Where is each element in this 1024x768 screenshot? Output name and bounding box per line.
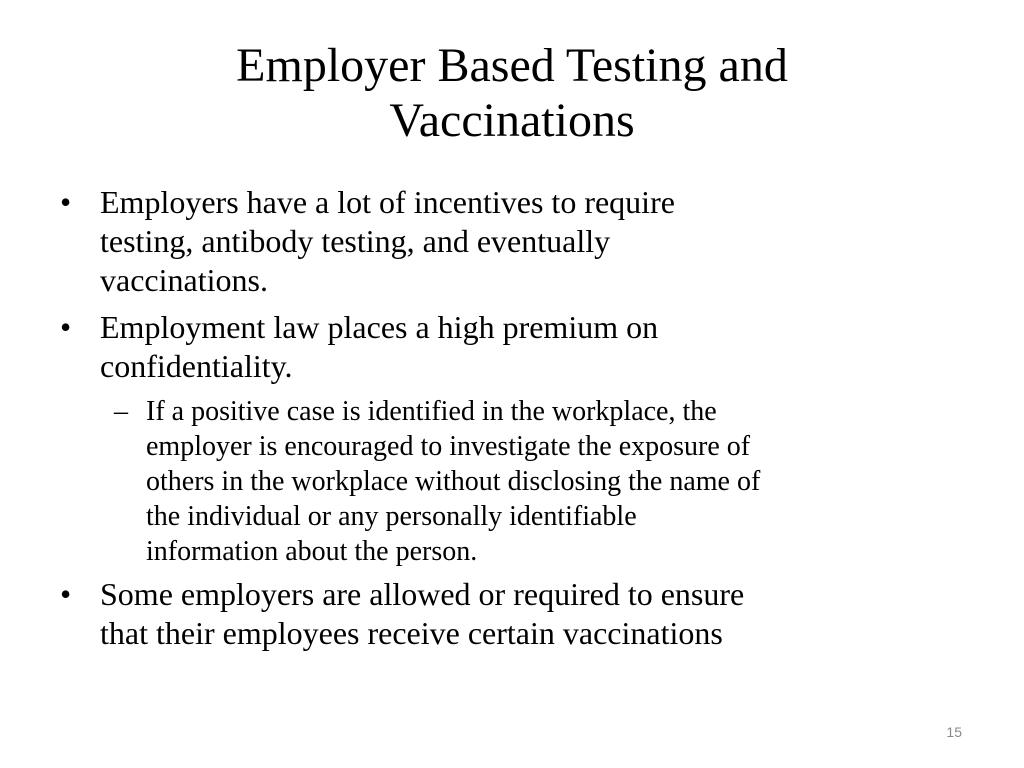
title-line: Employer Based Testing and: [236, 39, 788, 92]
bullet-text-line: vaccinations.: [100, 262, 268, 298]
bullet-item: [56, 308, 976, 386]
sub-bullet-text-line: information about the person.: [146, 536, 478, 567]
bullet-text-line: Employment law places a high premium on: [100, 309, 659, 345]
sub-bullet-item: [56, 394, 976, 569]
bullet-text-line: that their employees receive certain vaccinations: [100, 615, 723, 651]
bullet-text-line: testing, antibody testing, and eventually: [100, 223, 611, 259]
bullet-text-line: confidentiality.: [100, 348, 293, 384]
title-line: Vaccinations: [389, 94, 635, 147]
slide-title: [60, 38, 964, 148]
dash-icon: –: [114, 396, 128, 427]
bullet-icon: •: [60, 309, 72, 345]
sub-bullet-text-line: employer is encouraged to investigate the exposure of: [146, 431, 751, 462]
bullet-icon: •: [60, 576, 72, 612]
bullet-item: [56, 183, 976, 300]
bullet-text-line: Employers have a lot of incentives to require: [100, 184, 675, 220]
sub-bullet-text-line: others in the workplace without disclosing the name of: [146, 466, 761, 497]
slide-content: [56, 183, 976, 661]
sub-bullet-text-line: the individual or any personally identifiable: [146, 501, 637, 532]
bullet-icon: •: [60, 184, 72, 220]
bullet-item: [56, 575, 976, 653]
bullet-text-line: Some employers are allowed or required to ensure: [100, 576, 745, 612]
page-number: 15: [946, 724, 962, 740]
sub-bullet-text-line: If a positive case is identified in the workplace, the: [146, 396, 717, 427]
